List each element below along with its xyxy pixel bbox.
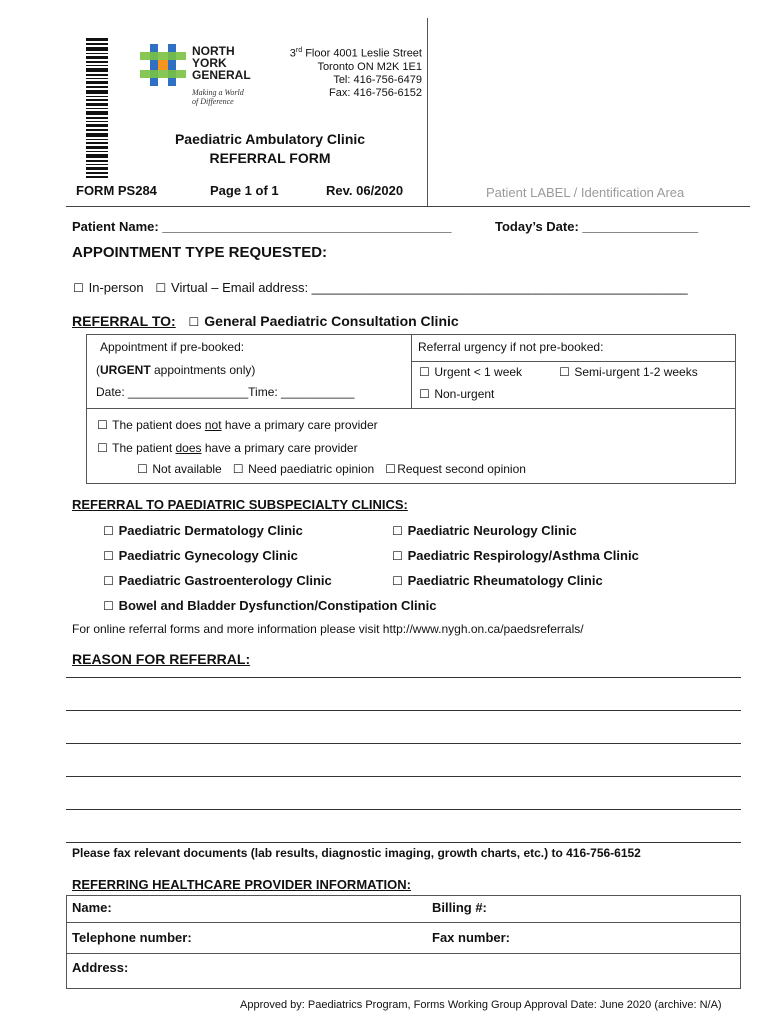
address-fax: Fax: 416-756-6152 bbox=[329, 86, 422, 99]
second-opinion-checkbox[interactable]: ☐ bbox=[385, 462, 397, 476]
gynecology-checkbox[interactable]: ☐ bbox=[103, 549, 114, 563]
not-available-checkbox[interactable]: ☐ bbox=[137, 462, 148, 476]
revision: Rev. 06/2020 bbox=[326, 183, 404, 198]
date-time-field[interactable]: Date: __________________Time: ___________ bbox=[96, 385, 355, 399]
reason-line[interactable] bbox=[66, 776, 741, 777]
reason-line[interactable] bbox=[66, 842, 741, 843]
urgent-only-note: (URGENT appointments only) bbox=[96, 363, 256, 377]
logo-text-line: GENERAL bbox=[192, 68, 251, 82]
semi-urgent-checkbox[interactable]: ☐ bbox=[559, 365, 570, 379]
provider-telephone-field[interactable]: Telephone number: bbox=[72, 930, 192, 945]
referral-to-heading bbox=[72, 313, 459, 329]
table-section-rule bbox=[86, 408, 736, 409]
bowel-bladder-checkbox[interactable]: ☐ bbox=[103, 599, 114, 613]
todays-date-field[interactable]: Today’s Date: ________________ bbox=[495, 219, 699, 234]
logo-tagline: Making a World bbox=[192, 88, 244, 97]
primary-care-suboptions: ☐ Not available ☐ Need paediatric opinion ☐Request second opinion bbox=[137, 462, 526, 476]
provider-row-rule bbox=[66, 953, 741, 954]
subspecialty-option: ☐ Paediatric Rheumatology Clinic bbox=[392, 573, 603, 588]
address-city: Toronto ON M2K 1E1 bbox=[317, 60, 422, 73]
reason-line[interactable] bbox=[66, 710, 741, 711]
non-urgent-checkbox[interactable]: ☐ bbox=[419, 387, 430, 401]
subspecialty-option: ☐ Paediatric Neurology Clinic bbox=[392, 523, 577, 538]
subspecialty-option: ☐ Paediatric Respirology/Asthma Clinic bbox=[392, 548, 639, 563]
subspecialty-option: ☐ Paediatric Gastroenterology Clinic bbox=[103, 573, 332, 588]
provider-name-field[interactable]: Name: bbox=[72, 900, 112, 915]
no-primary-care-checkbox[interactable]: ☐ bbox=[97, 418, 108, 432]
patient-label-area: Patient LABEL / Identification Area bbox=[486, 185, 685, 200]
label-area-divider bbox=[427, 18, 428, 206]
respirology-checkbox[interactable]: ☐ bbox=[392, 549, 403, 563]
urgent-option: ☐ Urgent < 1 week bbox=[419, 365, 523, 379]
urgent-checkbox[interactable]: ☐ bbox=[419, 365, 430, 379]
clinic-title bbox=[130, 130, 410, 168]
subspecialty-option: ☐ Bowel and Bladder Dysfunction/Constipation Clinic bbox=[103, 598, 437, 613]
approval-footer: Approved by: Paediatrics Program, Forms Working Group Approval Date: June 2020 (archive: N/A) bbox=[240, 999, 722, 1011]
page-number: Page 1 of 1 bbox=[210, 183, 279, 198]
provider-address-field[interactable]: Address: bbox=[72, 960, 129, 975]
provider-heading: REFERRING HEALTHCARE PROVIDER INFORMATION: bbox=[72, 877, 411, 892]
barcode bbox=[86, 38, 108, 178]
general-clinic-checkbox[interactable]: ☐ bbox=[188, 315, 200, 329]
semi-urgent-option: ☐ Semi-urgent 1-2 weeks bbox=[559, 365, 698, 379]
address-tel: Tel: 416-756-6479 bbox=[333, 73, 422, 86]
need-opinion-checkbox[interactable]: ☐ bbox=[232, 462, 244, 476]
virtual-checkbox[interactable]: ☐ bbox=[155, 281, 167, 295]
barcode-graphic bbox=[86, 38, 108, 178]
reason-line[interactable] bbox=[66, 677, 741, 678]
table-divider bbox=[411, 334, 412, 408]
virtual-email-field[interactable]: Virtual – Email address: ____________________________________________________ bbox=[171, 280, 688, 295]
subspecialty-heading: REFERRAL TO PAEDIATRIC SUBSPECIALTY CLINICS: bbox=[72, 497, 408, 512]
referral-to-label: REFERRAL TO: bbox=[72, 313, 176, 329]
north-york-general-logo bbox=[140, 44, 260, 108]
provider-row-rule bbox=[66, 922, 741, 923]
in-person-label: In-person bbox=[88, 280, 144, 295]
logo-text-line: YORK bbox=[192, 56, 227, 70]
provider-billing-field[interactable]: Billing #: bbox=[432, 900, 487, 915]
patient-name-field[interactable]: Patient Name: ________________________________________ bbox=[72, 219, 452, 234]
form-title: REFERRAL FORM bbox=[209, 150, 331, 166]
has-primary-care-checkbox[interactable]: ☐ bbox=[97, 441, 108, 455]
general-clinic-label: General Paediatric Consultation Clinic bbox=[204, 313, 459, 329]
rheumatology-checkbox[interactable]: ☐ bbox=[392, 574, 403, 588]
clinic-name: Paediatric Ambulatory Clinic bbox=[174, 131, 366, 147]
non-urgent-option: ☐ Non-urgent bbox=[419, 387, 495, 401]
header-rule bbox=[66, 206, 750, 207]
address-line: 3rd Floor 4001 Leslie Street bbox=[289, 47, 422, 60]
subspecialty-option: ☐ Paediatric Dermatology Clinic bbox=[103, 523, 303, 538]
hospital-address bbox=[250, 44, 422, 100]
logo-text-line: NORTH bbox=[192, 44, 235, 58]
table-row-rule bbox=[411, 361, 736, 362]
gastroenterology-checkbox[interactable]: ☐ bbox=[103, 574, 114, 588]
provider-fax-field[interactable]: Fax number: bbox=[432, 930, 511, 945]
appointment-options bbox=[72, 280, 688, 295]
has-primary-care-option: ☐ The patient does have a primary care provider bbox=[97, 441, 358, 455]
online-referral-note: For online referral forms and more information please visit http://www.nygh.on.ca/paedsreferrals/ bbox=[72, 622, 584, 636]
urgency-label: Referral urgency if not pre-booked: bbox=[418, 340, 604, 354]
logo-mark-icon bbox=[140, 44, 188, 86]
appointment-heading: APPOINTMENT TYPE REQUESTED: bbox=[72, 244, 328, 261]
form-number: FORM PS284 bbox=[76, 183, 157, 198]
fax-documents-note: Please fax relevant documents (lab results, diagnostic imaging, growth charts, etc.) to 416-756-6152 bbox=[72, 846, 641, 860]
logo-tagline: of Difference bbox=[192, 97, 234, 106]
reason-line[interactable] bbox=[66, 809, 741, 810]
dermatology-checkbox[interactable]: ☐ bbox=[103, 524, 114, 538]
reason-line[interactable] bbox=[66, 743, 741, 744]
no-primary-care-option: ☐ The patient does not have a primary care provider bbox=[97, 418, 378, 432]
in-person-checkbox[interactable]: ☐ bbox=[73, 281, 84, 295]
neurology-checkbox[interactable]: ☐ bbox=[392, 524, 403, 538]
subspecialty-option: ☐ Paediatric Gynecology Clinic bbox=[103, 548, 298, 563]
reason-heading: REASON FOR REFERRAL: bbox=[72, 651, 251, 667]
prebooked-label: Appointment if pre-booked: bbox=[100, 340, 245, 354]
